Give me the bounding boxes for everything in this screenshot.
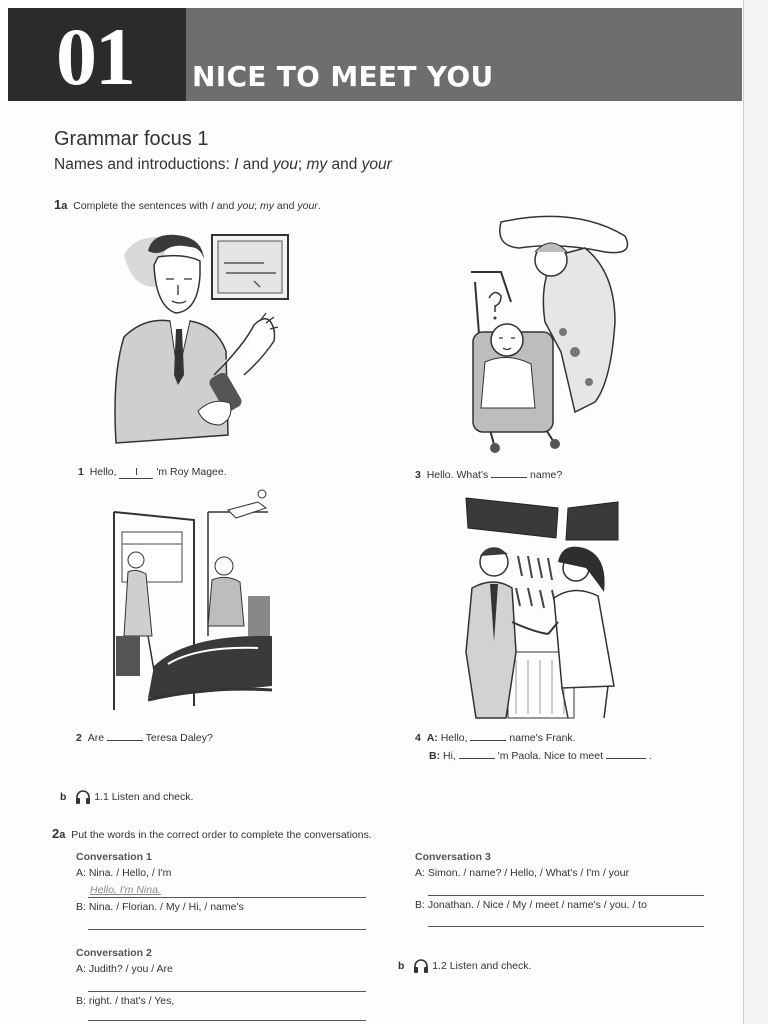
sentence-3: 3 Hello. What's name?	[415, 466, 562, 481]
conversation-3-a-prompt: A: Simon. / name? / Hello, / What's / I'm / your	[415, 867, 630, 879]
conversation-1-b-answer-line[interactable]	[88, 929, 366, 930]
sentence-2: 2 Are Teresa Daley?	[76, 729, 213, 744]
conversation-2-b-answer-line[interactable]	[88, 1020, 366, 1021]
answer-blank-4c[interactable]	[606, 747, 646, 759]
grammar-heading: Grammar focus 1	[54, 128, 209, 150]
conversation-1-title: Conversation 1	[76, 851, 152, 863]
conversation-3-b-answer-line[interactable]	[428, 926, 704, 927]
conversation-2-b-prompt: B: right. / that's / Yes,	[76, 995, 175, 1007]
exercise-2b: b 1.2 Listen and check.	[398, 959, 532, 972]
office-doorway-illustration	[108, 486, 276, 716]
conversation-2-a-prompt: A: Judith? / you / Are	[76, 963, 173, 975]
tv-presenter-illustration	[104, 225, 300, 450]
answer-blank-4a[interactable]	[470, 729, 506, 741]
baby-mother-illustration	[455, 212, 635, 457]
conversation-1-a-answer: Hello, I'm Nina.	[90, 884, 161, 896]
conversation-3-title: Conversation 3	[415, 851, 491, 863]
unit-number-box	[8, 8, 186, 101]
frank-paola-illustration	[458, 492, 626, 722]
answer-blank-2[interactable]	[107, 729, 143, 741]
answer-blank-3[interactable]	[491, 466, 527, 478]
grammar-subheading: Names and introductions: I and you; my and your	[54, 156, 392, 173]
answer-blank-1[interactable]: I	[119, 467, 153, 479]
unit-number: 01	[56, 11, 134, 102]
sentence-4-line-a: 4 A: Hello, name's Frank.	[415, 729, 576, 744]
headphones-icon[interactable]	[75, 790, 91, 804]
unit-title: NICE TO MEET YOU	[192, 60, 494, 93]
headphones-icon[interactable]	[413, 959, 429, 973]
conversation-1-b-prompt: B: Nina. / Florian. / My / Hi, / name's	[76, 901, 244, 913]
conversation-3-a-answer-line[interactable]	[428, 895, 704, 896]
conversation-1-a-prompt: A: Nina. / Hello, / I'm	[76, 867, 172, 879]
conversation-3-b-prompt: B: Jonathan. / Nice / My / meet / name's / you. / to	[415, 899, 647, 911]
conversation-2-a-answer-line[interactable]	[88, 991, 366, 992]
answer-blank-4b[interactable]	[459, 747, 495, 759]
exercise-2a-instruction: 2a Put the words in the correct order to complete the conversations.	[52, 826, 372, 841]
exercise-1b: b 1.1 Listen and check.	[60, 790, 194, 803]
conversation-2-title: Conversation 2	[76, 947, 152, 959]
unit-banner	[8, 8, 742, 101]
conversation-1-a-answer-line[interactable]	[88, 897, 366, 898]
sentence-4-line-b: B: Hi, 'm Paola. Nice to meet .	[429, 747, 652, 762]
exercise-1a-instruction: 1a Complete the sentences with I and you; my and your.	[54, 197, 321, 212]
sentence-1: 1 Hello, I 'm Roy Magee.	[78, 466, 227, 478]
